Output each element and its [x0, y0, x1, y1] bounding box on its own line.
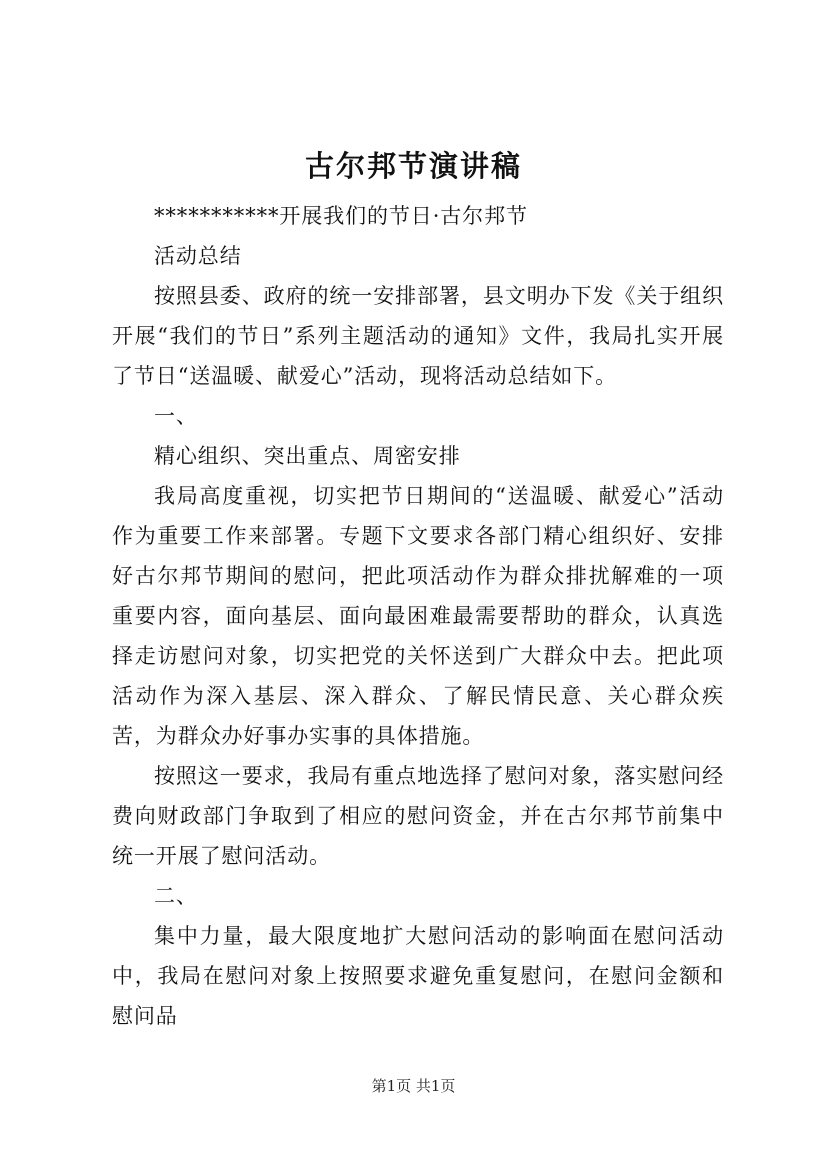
- paragraph: 按照县委、政府的统一安排部署，县文明办下发《关于组织开展“我们的节日”系列主题活动的通知》文件，我局扎实开展了节日“送温暖、献爱心”活动，现将活动总结如下。: [112, 284, 724, 388]
- section-number: 二、: [154, 884, 198, 908]
- page-footer: 第1页 共1页: [371, 1077, 456, 1095]
- section-number: 一、: [154, 404, 198, 428]
- document-body: [112, 196, 724, 1036]
- paragraph: 按照这一要求，我局有重点地选择了慰问对象，落实慰问经费向财政部门争取到了相应的慰问资金，并在古尔邦节前集中统一开展了慰问活动。: [112, 764, 724, 868]
- paragraph-subtitle: ***********开展我们的节日·古尔邦节: [154, 204, 528, 228]
- paragraph-subtitle-2: 活动总结: [154, 244, 242, 268]
- paragraph: 集中力量，最大限度地扩大慰问活动的影响面在慰问活动中，我局在慰问对象上按照要求避免重复慰问，在慰问金额和慰问品: [112, 924, 724, 1028]
- document-title: 古尔邦节演讲稿: [304, 149, 522, 183]
- section-heading: 精心组织、突出重点、周密安排: [154, 444, 461, 468]
- paragraph: 我局高度重视，切实把节日期间的“送温暖、献爱心”活动作为重要工作来部署。专题下文要求各部门精心组织好、安排好古尔邦节期间的慰问，把此项活动作为群众排扰解难的一项重要内容，面向基层、面向最困难最需要帮助的群众，认真选择走访慰问对象，切实把党的关怀送到广大群众中去。把此项活动作为深入基层、深入群众、了解民情民意、关心群众疾苦，为群众办好事办实事的具体措施。: [112, 484, 724, 748]
